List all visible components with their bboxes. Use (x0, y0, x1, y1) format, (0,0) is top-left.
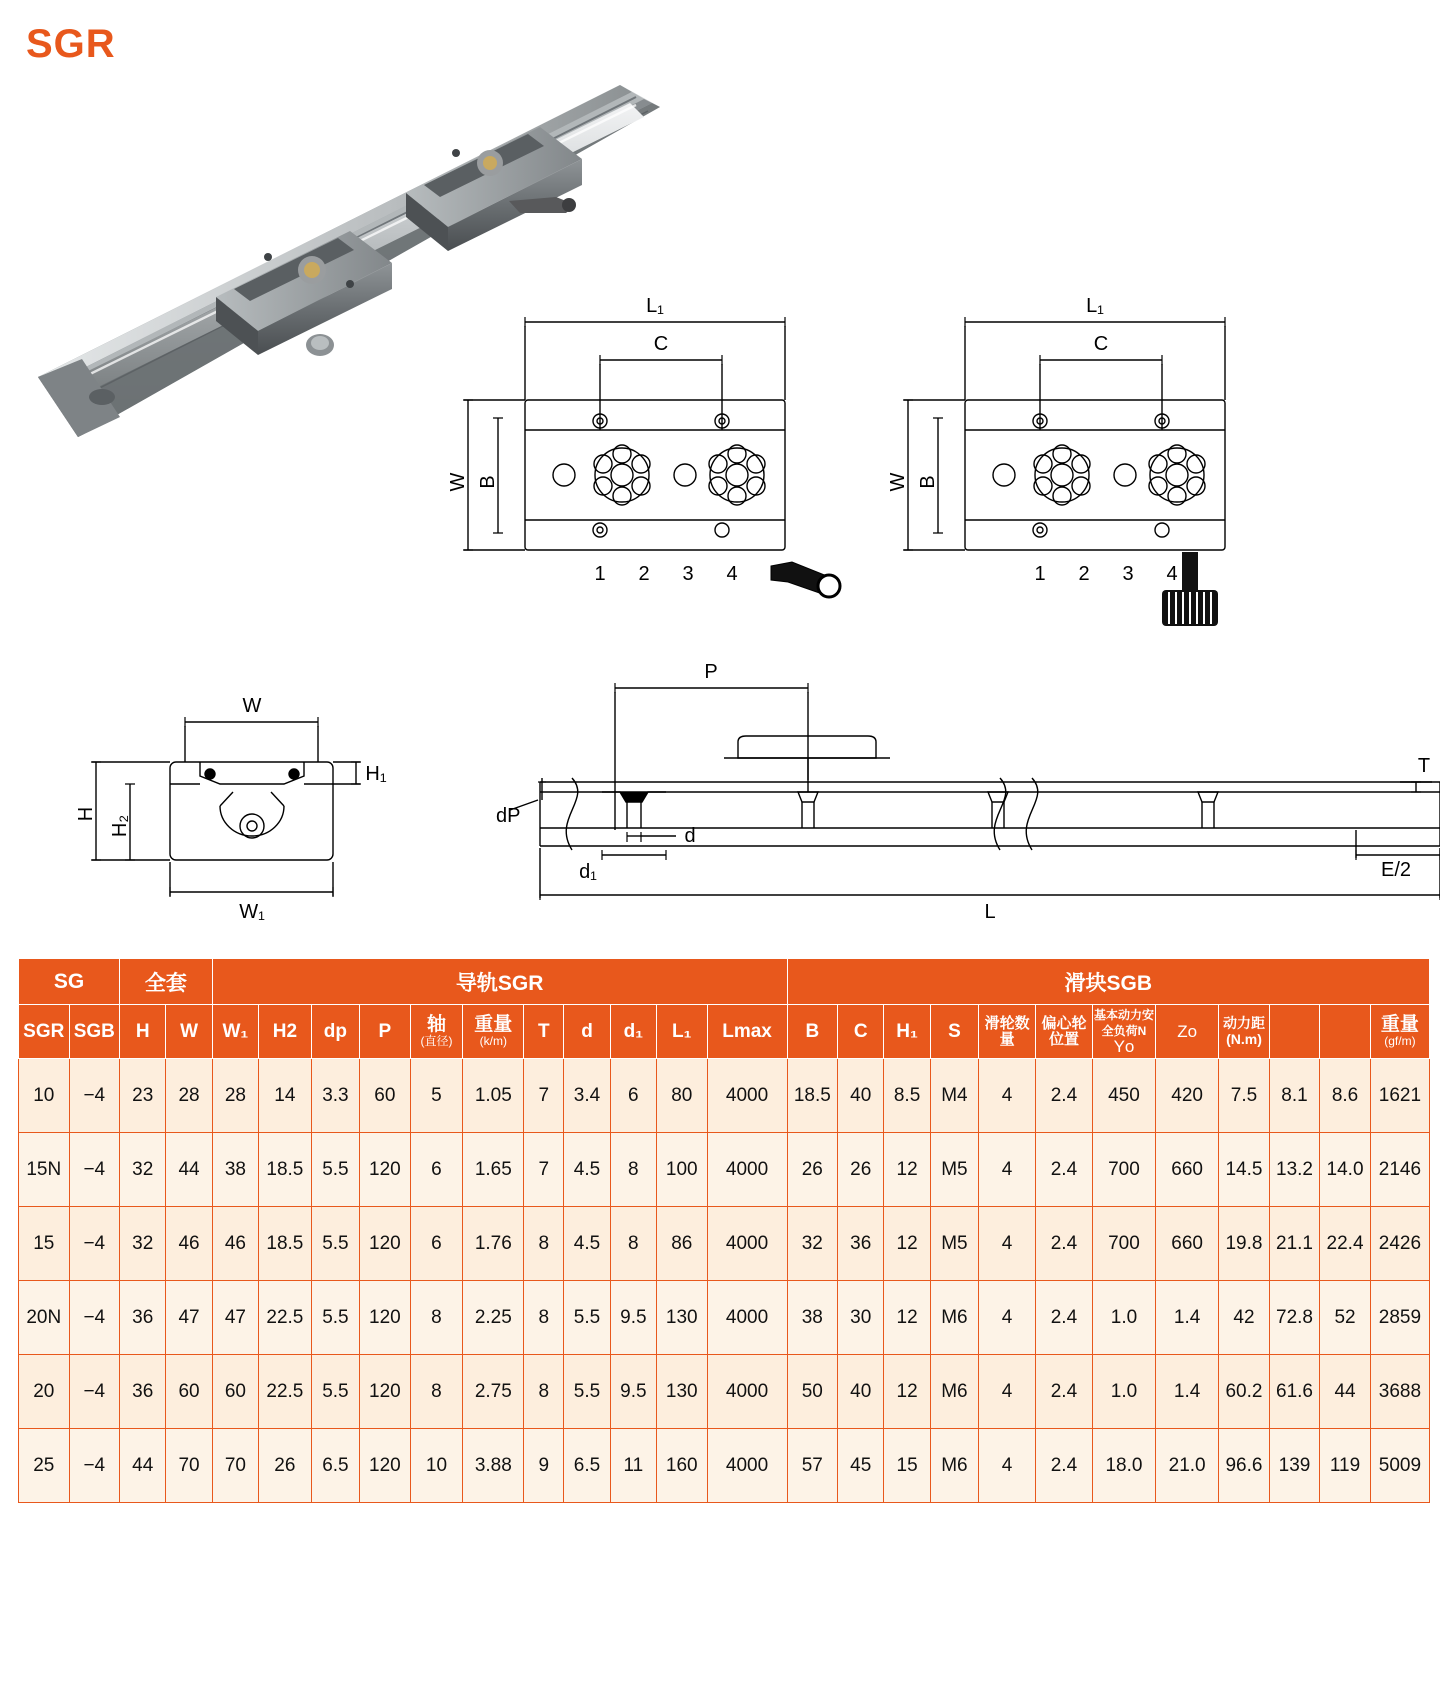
table-cell: 700 (1092, 1207, 1155, 1281)
label-W: W (447, 472, 469, 492)
table-cell: 10 (19, 1059, 70, 1133)
table-cell: 4000 (707, 1059, 787, 1133)
group-rail-sgr: 导轨SGR (212, 959, 787, 1005)
table-cell: 12 (884, 1281, 930, 1355)
table-row (19, 1207, 1430, 1281)
table-cell: 7.5 (1219, 1059, 1270, 1133)
table-cell: 30 (838, 1281, 884, 1355)
label-W1: W₁ (239, 901, 265, 923)
table-cell: 2.4 (1036, 1133, 1093, 1207)
label-d: d (684, 825, 696, 847)
table-cell: 3.3 (311, 1059, 359, 1133)
table-cell: 14 (259, 1059, 312, 1133)
drawing-rail-cross-section (60, 680, 410, 930)
table-cell: 130 (657, 1281, 708, 1355)
table-body (19, 1059, 1430, 1503)
drawing-block-top-view-knob (880, 290, 1310, 635)
label-W: W (242, 695, 262, 717)
table-cell: 2859 (1370, 1281, 1429, 1355)
table-row (19, 1059, 1430, 1133)
table-cell: 60 (166, 1355, 212, 1429)
label-B: B (917, 475, 939, 489)
table-cell: 3.4 (564, 1059, 610, 1133)
table-cell: 15N (19, 1133, 70, 1207)
table-cell: 96.6 (1219, 1429, 1270, 1503)
table-cell: 9 (524, 1429, 564, 1503)
label-W: W (887, 472, 909, 492)
table-cell: 18.5 (259, 1133, 312, 1207)
table-cell: 5.5 (311, 1281, 359, 1355)
table-cell: 4 (979, 1059, 1036, 1133)
col-d: d (564, 1005, 610, 1059)
col-wheel-count: 滑轮数量 (979, 1005, 1036, 1059)
table-cell: 26 (787, 1133, 838, 1207)
label-H: H (75, 806, 97, 822)
label-C: C (1093, 333, 1109, 355)
table-cell: 60.2 (1219, 1355, 1270, 1429)
table-cell: 13.2 (1269, 1133, 1320, 1207)
table-cell: 60 (360, 1059, 411, 1133)
col-w1: W₁ (212, 1005, 258, 1059)
table-cell: 3688 (1370, 1355, 1429, 1429)
table-cell: 1.0 (1092, 1281, 1155, 1355)
label-num-2: 2 (1078, 563, 1090, 585)
col-lmax: Lmax (707, 1005, 787, 1059)
table-cell: −4 (69, 1281, 120, 1355)
table-cell: 1.65 (463, 1133, 524, 1207)
table-cell: 70 (212, 1429, 258, 1503)
table-cell: M4 (930, 1059, 978, 1133)
table-cell: 8 (524, 1355, 564, 1429)
label-num-3: 3 (682, 563, 694, 585)
table-cell: 2.4 (1036, 1059, 1093, 1133)
table-row (19, 1133, 1430, 1207)
table-cell: 5.5 (564, 1355, 610, 1429)
table-cell: 18.5 (259, 1207, 312, 1281)
col-w: W (166, 1005, 212, 1059)
table-cell: 4 (979, 1429, 1036, 1503)
label-C: C (653, 333, 669, 355)
label-num-1: 1 (1034, 563, 1046, 585)
table-cell: 18.5 (787, 1059, 838, 1133)
table-cell: 18.0 (1092, 1429, 1155, 1503)
table-cell: 70 (166, 1429, 212, 1503)
table-cell: 8 (610, 1133, 656, 1207)
label-B: B (477, 475, 499, 489)
label-H2: H₂ (109, 814, 131, 838)
col-load-yo: 基本动力安全负荷N Yо (1092, 1005, 1155, 1059)
table-cell: 1.05 (463, 1059, 524, 1133)
col-l1: L₁ (657, 1005, 708, 1059)
table-cell: 50 (787, 1355, 838, 1429)
table-cell: 1.76 (463, 1207, 524, 1281)
table-row (19, 1355, 1430, 1429)
table-cell: 12 (884, 1133, 930, 1207)
table-cell: 120 (360, 1133, 411, 1207)
col-eccentric-position: 偏心轮位置 (1036, 1005, 1093, 1059)
table-cell: 7 (524, 1133, 564, 1207)
table-cell: 4.5 (564, 1133, 610, 1207)
table-cell: 2.4 (1036, 1355, 1093, 1429)
specification-table (18, 958, 1430, 1503)
table-cell: 32 (120, 1133, 166, 1207)
table-cell: 4 (979, 1133, 1036, 1207)
table-cell: 8.5 (884, 1059, 930, 1133)
table-cell: 26 (259, 1429, 312, 1503)
table-cell: 52 (1320, 1281, 1371, 1355)
col-s: S (930, 1005, 978, 1059)
table-cell: 6 (610, 1059, 656, 1133)
label-dP: dP (496, 805, 521, 827)
table-cell: 45 (838, 1429, 884, 1503)
drawing-rail-side-view (480, 650, 1440, 940)
table-cell: 120 (360, 1281, 411, 1355)
table-cell: 20N (19, 1281, 70, 1355)
table-cell: 26 (838, 1133, 884, 1207)
table-cell: 40 (838, 1059, 884, 1133)
col-t: T (524, 1005, 564, 1059)
table-cell: 8.1 (1269, 1059, 1320, 1133)
table-cell: 1.4 (1156, 1281, 1219, 1355)
col-h: H (120, 1005, 166, 1059)
table-cell: 44 (120, 1429, 166, 1503)
col-weight-gfm: 重量 (gf/m) (1370, 1005, 1429, 1059)
table-cell: 8 (410, 1281, 463, 1355)
table-cell: 4000 (707, 1281, 787, 1355)
label-num-3: 3 (1122, 563, 1134, 585)
table-cell: 120 (360, 1429, 411, 1503)
label-E2: E/2 (1380, 859, 1412, 881)
table-cell: 14.0 (1320, 1133, 1371, 1207)
table-cell: M5 (930, 1207, 978, 1281)
table-cell: 61.6 (1269, 1355, 1320, 1429)
table-cell: 6 (410, 1133, 463, 1207)
table-cell: 4 (979, 1355, 1036, 1429)
table-cell: 700 (1092, 1133, 1155, 1207)
table-cell: 2.75 (463, 1355, 524, 1429)
table-cell: −4 (69, 1355, 120, 1429)
table-cell: 8 (524, 1207, 564, 1281)
label-L: L (984, 901, 996, 923)
table-cell: −4 (69, 1207, 120, 1281)
table-cell: 6 (410, 1207, 463, 1281)
table-cell: 32 (787, 1207, 838, 1281)
table-cell: 8 (524, 1281, 564, 1355)
table-cell: 25 (19, 1429, 70, 1503)
table-cell: 21.0 (1156, 1429, 1219, 1503)
table-cell: −4 (69, 1059, 120, 1133)
table-cell: 5.5 (311, 1133, 359, 1207)
table-cell: 160 (657, 1429, 708, 1503)
table-cell: 5.5 (311, 1355, 359, 1429)
table-group-header-row (19, 959, 1430, 1005)
col-weight-km: 重量 (k/m) (463, 1005, 524, 1059)
label-L1: L₁ (1086, 295, 1104, 317)
table-cell: 5.5 (564, 1281, 610, 1355)
table-cell: 2426 (1370, 1207, 1429, 1281)
table-cell: 139 (1269, 1429, 1320, 1503)
table-cell: 6.5 (311, 1429, 359, 1503)
table-cell: 4.5 (564, 1207, 610, 1281)
col-sgr: SGR (19, 1005, 70, 1059)
table-cell: 4 (979, 1281, 1036, 1355)
col-dp: dp (311, 1005, 359, 1059)
table-cell: 2.4 (1036, 1281, 1093, 1355)
table-cell: 3.88 (463, 1429, 524, 1503)
table-cell: 9.5 (610, 1281, 656, 1355)
table-cell: 7 (524, 1059, 564, 1133)
label-L1: L₁ (646, 295, 664, 317)
table-cell: 14.5 (1219, 1133, 1270, 1207)
table-cell: 120 (360, 1207, 411, 1281)
table-cell: 12 (884, 1355, 930, 1429)
drawing-block-top-view-lever (440, 290, 870, 630)
table-cell: 5 (410, 1059, 463, 1133)
table-cell: 5009 (1370, 1429, 1429, 1503)
table-cell: 2.4 (1036, 1429, 1093, 1503)
table-cell: 22.4 (1320, 1207, 1371, 1281)
label-num-4: 4 (726, 563, 738, 585)
label-H1: H₁ (365, 763, 387, 785)
label-T: T (1417, 755, 1431, 777)
group-block-sgb: 滑块SGB (787, 959, 1429, 1005)
table-cell: M6 (930, 1281, 978, 1355)
table-cell: 4000 (707, 1429, 787, 1503)
table-cell: 23 (120, 1059, 166, 1133)
table-cell: 36 (120, 1281, 166, 1355)
table-cell: 80 (657, 1059, 708, 1133)
table-cell: M5 (930, 1133, 978, 1207)
table-cell: 2.25 (463, 1281, 524, 1355)
table-cell: 32 (120, 1207, 166, 1281)
table-cell: 44 (1320, 1355, 1371, 1429)
col-d1: d₁ (610, 1005, 656, 1059)
col-moment-2 (1269, 1005, 1320, 1059)
col-moment-1: 动力距(N.m) (1219, 1005, 1270, 1059)
table-cell: 6.5 (564, 1429, 610, 1503)
table-row (19, 1429, 1430, 1503)
col-shaft: 轴 (直径) (410, 1005, 463, 1059)
table-cell: 86 (657, 1207, 708, 1281)
label-P: P (704, 661, 718, 683)
table-cell: 44 (166, 1133, 212, 1207)
col-b: B (787, 1005, 838, 1059)
table-cell: 22.5 (259, 1355, 312, 1429)
col-p: P (360, 1005, 411, 1059)
table-cell: 9.5 (610, 1355, 656, 1429)
table-cell: 1.0 (1092, 1355, 1155, 1429)
table-cell: 450 (1092, 1059, 1155, 1133)
col-c: C (838, 1005, 884, 1059)
table-cell: 420 (1156, 1059, 1219, 1133)
table-cell: 660 (1156, 1133, 1219, 1207)
table-cell: 42 (1219, 1281, 1270, 1355)
table-cell: 100 (657, 1133, 708, 1207)
table-cell: 4 (979, 1207, 1036, 1281)
table-cell: 10 (410, 1429, 463, 1503)
table-cell: 4000 (707, 1207, 787, 1281)
table-cell: 4000 (707, 1133, 787, 1207)
label-num-1: 1 (594, 563, 606, 585)
table-cell: −4 (69, 1429, 120, 1503)
table-cell: 38 (787, 1281, 838, 1355)
table-cell: 57 (787, 1429, 838, 1503)
table-cell: 2146 (1370, 1133, 1429, 1207)
table-cell: 4000 (707, 1355, 787, 1429)
group-sg: SG (19, 959, 120, 1005)
table-cell: 1.4 (1156, 1355, 1219, 1429)
col-h1: H₁ (884, 1005, 930, 1059)
table-cell: 20 (19, 1355, 70, 1429)
table-cell: 15 (19, 1207, 70, 1281)
table-cell: M6 (930, 1429, 978, 1503)
table-cell: 660 (1156, 1207, 1219, 1281)
table-cell: 47 (212, 1281, 258, 1355)
table-cell: 46 (212, 1207, 258, 1281)
group-full-set: 全套 (120, 959, 213, 1005)
table-cell: 22.5 (259, 1281, 312, 1355)
table-cell: 15 (884, 1429, 930, 1503)
table-cell: 2.4 (1036, 1207, 1093, 1281)
table-cell: 130 (657, 1355, 708, 1429)
table-cell: 36 (838, 1207, 884, 1281)
table-cell: 28 (212, 1059, 258, 1133)
table-cell: 119 (1320, 1429, 1371, 1503)
col-h2: H2 (259, 1005, 312, 1059)
table-cell: −4 (69, 1133, 120, 1207)
table-cell: 40 (838, 1355, 884, 1429)
label-num-4: 4 (1166, 563, 1178, 585)
table-cell: 1621 (1370, 1059, 1429, 1133)
table-cell: 60 (212, 1355, 258, 1429)
table-cell: 38 (212, 1133, 258, 1207)
col-load-zo: Zо (1156, 1005, 1219, 1059)
table-cell: 11 (610, 1429, 656, 1503)
label-d1: d₁ (579, 861, 597, 883)
table-cell: 8.6 (1320, 1059, 1371, 1133)
table-cell: 8 (410, 1355, 463, 1429)
table-cell: 46 (166, 1207, 212, 1281)
table-cell: M6 (930, 1355, 978, 1429)
table-cell: 36 (120, 1355, 166, 1429)
table-cell: 5.5 (311, 1207, 359, 1281)
table-cell: 21.1 (1269, 1207, 1320, 1281)
table-cell: 19.8 (1219, 1207, 1270, 1281)
table-cell: 120 (360, 1355, 411, 1429)
table-cell: 72.8 (1269, 1281, 1320, 1355)
table-row (19, 1281, 1430, 1355)
table-cell: 12 (884, 1207, 930, 1281)
col-sgb: SGB (69, 1005, 120, 1059)
page-title: SGR (26, 22, 116, 66)
table-cell: 28 (166, 1059, 212, 1133)
table-cell: 8 (610, 1207, 656, 1281)
table-header-row (19, 1005, 1430, 1059)
col-moment-3 (1320, 1005, 1371, 1059)
table-cell: 47 (166, 1281, 212, 1355)
label-num-2: 2 (638, 563, 650, 585)
